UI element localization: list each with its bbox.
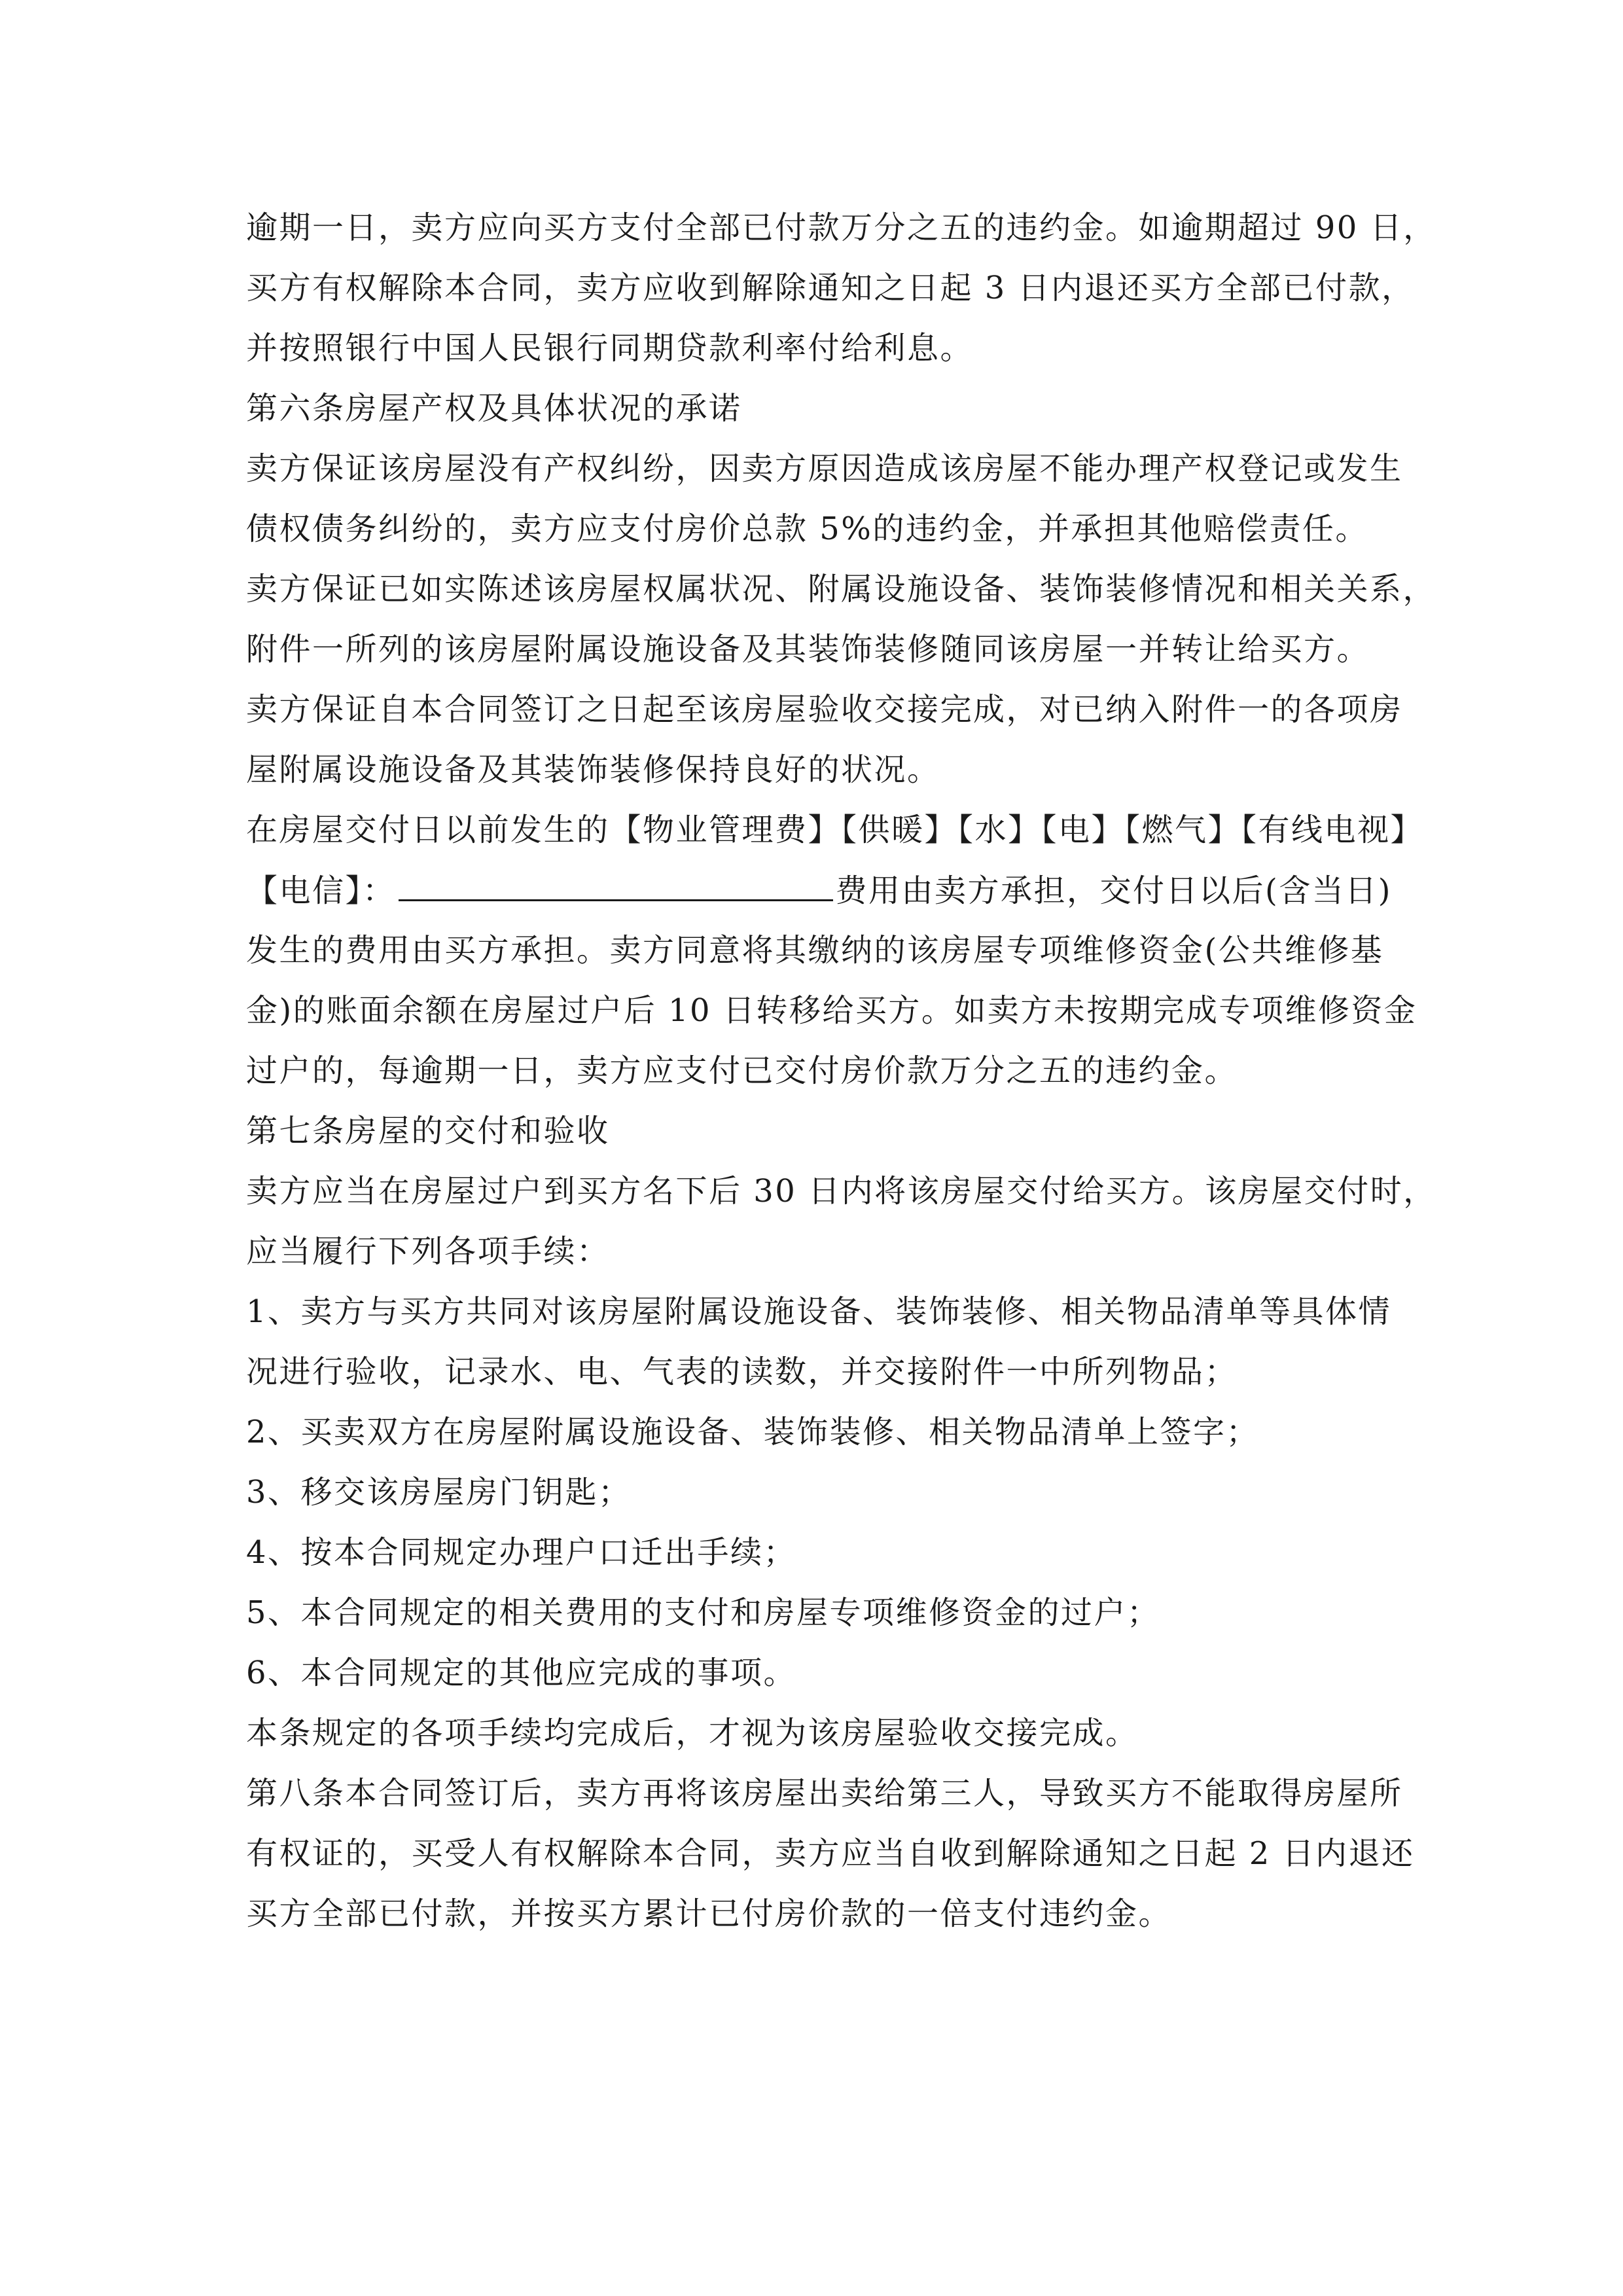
text-line: 在房屋交付日以前发生的【物业管理费】【供暖】【水】【电】【燃气】【有线电视】 [246, 812, 1424, 848]
list-item: 3、移交该房屋房门钥匙； [246, 1474, 632, 1511]
text-line: 况进行验收，记录水、电、气表的读数，并交接附件一中所列物品； [246, 1354, 1238, 1390]
text-line: 逾期一日，卖方应向买方支付全部已付款万分之五的违约金。如逾期超过 90 日， [246, 209, 1436, 246]
list-item: 4、按本合同规定办理户口迁出手续； [246, 1534, 797, 1571]
list-item: 1、卖方与买方共同对该房屋附属设施设备、装饰装修、相关物品清单等具体情 [246, 1293, 1392, 1330]
text-line: 附件一所列的该房屋附属设施设备及其装饰装修随同该房屋一并转让给买方。 [246, 631, 1370, 668]
text-line: 卖方保证已如实陈述该房屋权属状况、附属设施设备、装饰装修情况和相关关系， [246, 571, 1436, 607]
text-line: 买方全部已付款，并按买方累计已付房价款的一倍支付违约金。 [246, 1895, 1172, 1932]
text-line: 过户的，每逾期一日，卖方应支付已交付房价款万分之五的违约金。 [246, 1052, 1238, 1089]
text-line: 卖方保证该房屋没有产权纠纷，因卖方原因造成该房屋不能办理产权登记或发生 [246, 450, 1403, 487]
fill-in-line [246, 870, 1398, 910]
text-line: 有权证的，买受人有权解除本合同，卖方应当自收到解除通知之日起 2 日内退还 [246, 1835, 1415, 1872]
text-line: 应当履行下列各项手续： [246, 1233, 610, 1270]
text-line: 债权债务纠纷的，卖方应支付房价总款 5%的违约金，并承担其他赔偿责任。 [246, 511, 1368, 547]
text-line: 买方有权解除本合同，卖方应收到解除通知之日起 3 日内退还买方全部已付款， [246, 270, 1415, 306]
text-line: 本条规定的各项手续均完成后，才视为该房屋验收交接完成。 [246, 1715, 1139, 1751]
fill-in-blank [399, 870, 833, 901]
fill-in-line-prefix: 【电信】： [246, 872, 396, 909]
list-item: 6、本合同规定的其他应完成的事项。 [246, 1655, 797, 1691]
text-line: 卖方保证自本合同签订之日起至该房屋验收交接完成，对已纳入附件一的各项房 [246, 691, 1403, 728]
text-line: 发生的费用由买方承担。卖方同意将其缴纳的该房屋专项维修资金(公共维修基 [246, 932, 1384, 969]
article-heading: 第七条房屋的交付和验收 [246, 1113, 610, 1149]
text-line: 屋附属设施设备及其装饰装修保持良好的状况。 [246, 751, 940, 788]
text-line: 卖方应当在房屋过户到买方名下后 30 日内将该房屋交付给买方。该房屋交付时， [246, 1173, 1436, 1210]
text-line: 金)的账面余额在房屋过户后 10 日转移给买方。如卖方未按期完成专项维修资金 [246, 992, 1418, 1029]
list-item: 5、本合同规定的相关费用的支付和房屋专项维修资金的过户； [246, 1594, 1160, 1631]
article-heading: 第八条本合同签订后，卖方再将该房屋出卖给第三人，导致买方不能取得房屋所 [246, 1775, 1403, 1812]
text-line: 并按照银行中国人民银行同期贷款利率付给利息。 [246, 330, 974, 367]
article-heading: 第六条房屋产权及具体状况的承诺 [246, 390, 742, 427]
list-item: 2、买卖双方在房屋附属设施设备、装饰装修、相关物品清单上签字； [246, 1414, 1260, 1450]
fill-in-line-suffix: 费用由卖方承担，交付日以后(含当日) [835, 872, 1392, 909]
